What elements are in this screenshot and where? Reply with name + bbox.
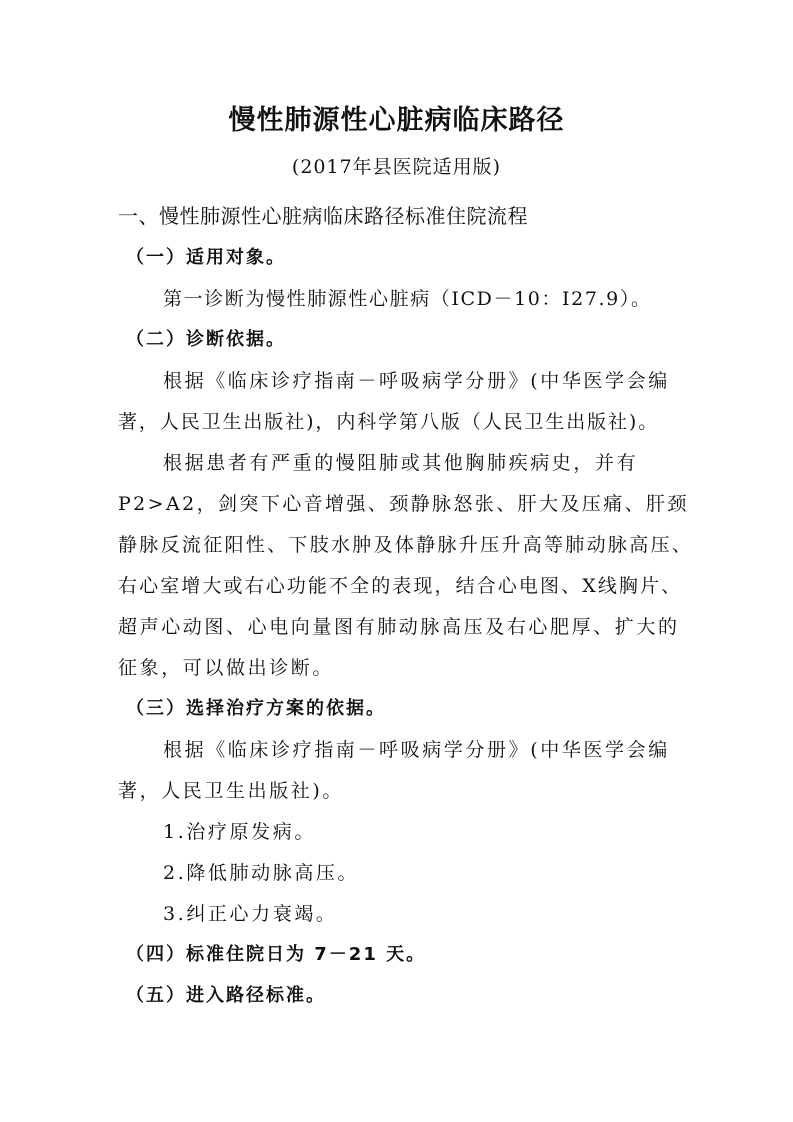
subsection-heading-hospital-stay: （四）标准住院日为 7－21 天。: [126, 944, 427, 965]
section-heading-1: 一、慢性肺源性心脏病临床路径标准住院流程: [118, 204, 528, 228]
paragraph-line: 征象，可以做出诊断。: [118, 657, 335, 679]
document-subtitle: (2017年县医院适用版): [291, 156, 502, 178]
list-item: 3.纠正心力衰竭。: [163, 903, 338, 925]
paragraph-line: 著，人民卫生出版社)，内科学第八版（人民卫生出版社)。: [118, 411, 660, 433]
paragraph-line: 著，人民卫生出版社)。: [118, 780, 345, 802]
document-title: 慢性肺源性心脏病临床路径: [228, 105, 565, 136]
paragraph-line: 根据《临床诊疗指南－呼吸病学分册》(中华医学会编: [163, 370, 670, 392]
subsection-heading-treatment-basis: （三）选择治疗方案的依据。: [126, 698, 386, 719]
list-item: 1.治疗原发病。: [163, 821, 316, 843]
paragraph-line: 超声心动图、心电向量图有肺动脉高压及右心肥厚、扩大的: [118, 616, 680, 638]
paragraph-line: 根据患者有严重的慢阻肺或其他胸肺疾病史，并有: [163, 452, 639, 474]
list-item: 2.降低肺动脉高压。: [163, 862, 360, 884]
subsection-heading-applicable-objects: （一）适用对象。: [126, 247, 286, 268]
paragraph-line: 静脉反流征阳性、下肢水肿及体静脉升压升高等肺动脉高压、: [118, 534, 694, 556]
subsection-heading-diagnosis-basis: （二）诊断依据。: [126, 329, 286, 350]
paragraph-line: P2>A2，剑突下心音增强、颈静脉怒张、肝大及压痛、肝颈: [118, 493, 689, 515]
paragraph-line: 右心室增大或右心功能不全的表现，结合心电图、X线胸片、: [118, 575, 683, 597]
subsection-heading-entry-criteria: （五）进入路径标准。: [126, 985, 326, 1006]
paragraph-diagnosis-code: 第一诊断为慢性肺源性心脏病（ICD－10：I27.9）。: [163, 288, 652, 310]
paragraph-line: 根据《临床诊疗指南－呼吸病学分册》(中华医学会编: [163, 739, 670, 761]
